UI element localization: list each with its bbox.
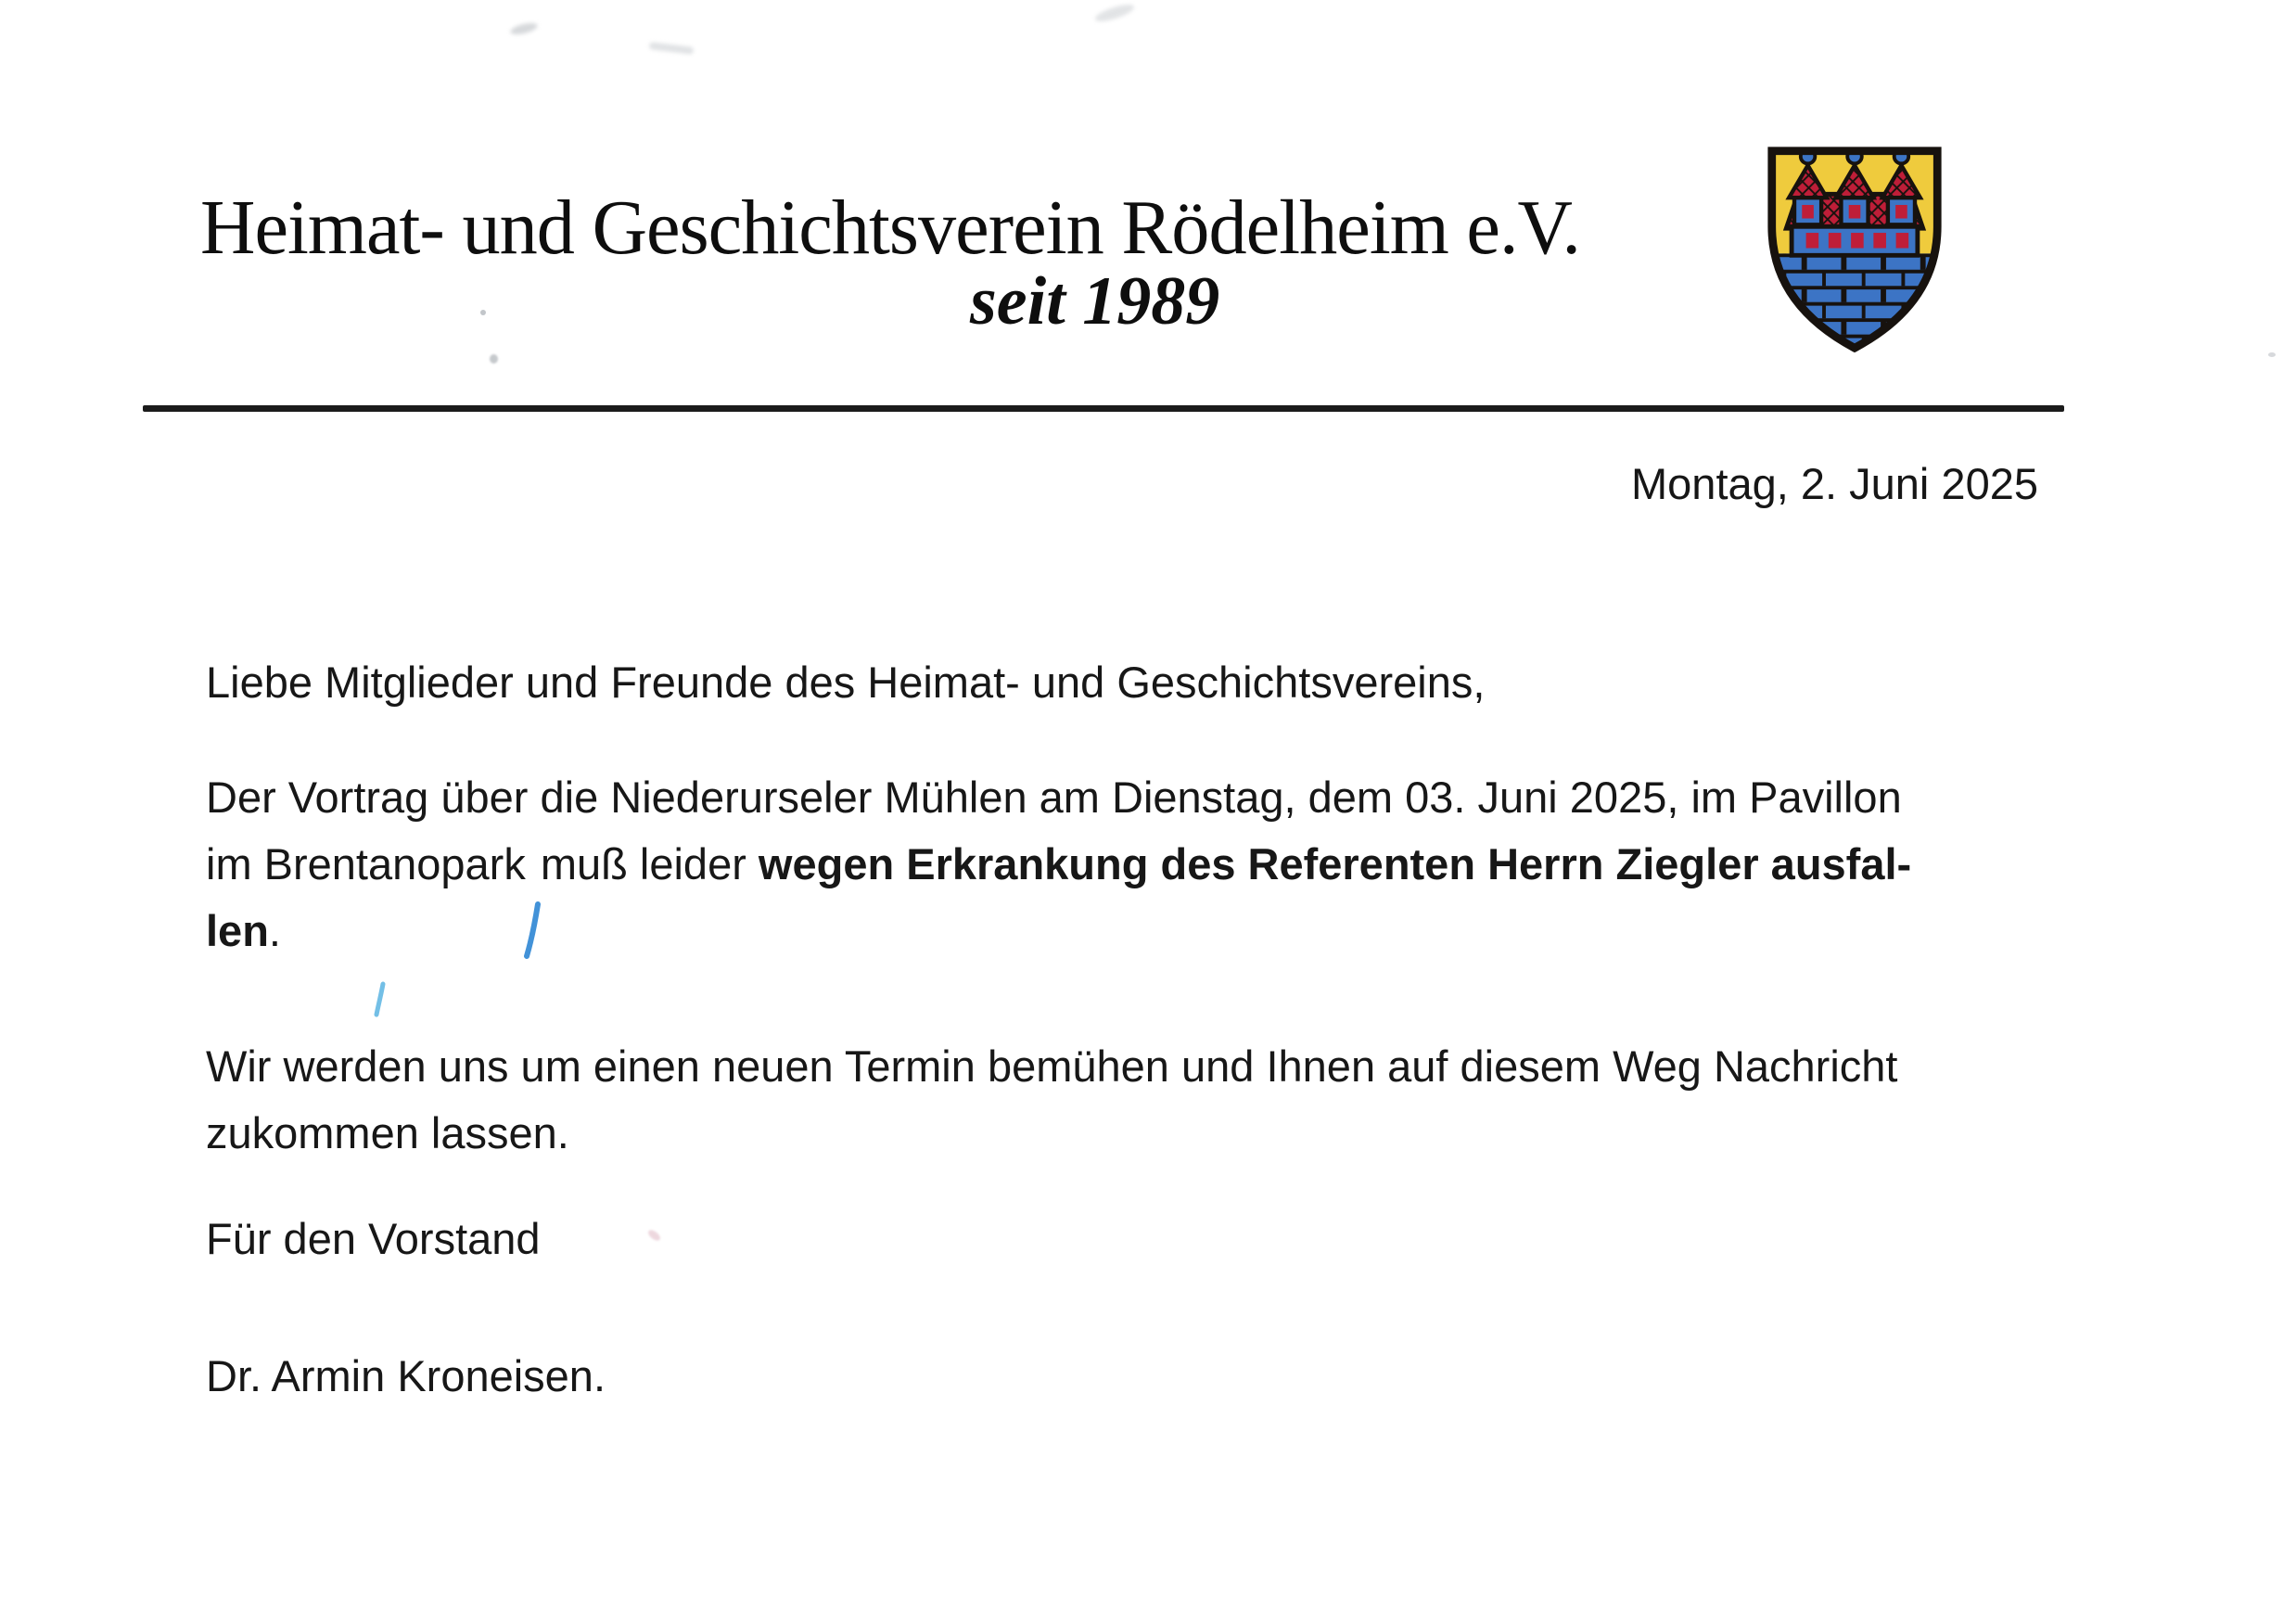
scan-artifact — [509, 21, 539, 37]
organization-subtitle: seit 1989 — [970, 263, 1220, 339]
cancellation-line-1-text: Der Vortrag über die Niederurseler Mühlen am Dienstag, dem 03. Juni 2025, im Pavillon — [206, 773, 1902, 822]
handwritten-comma-mark — [526, 870, 541, 879]
cancellation-line-2 — [206, 831, 1911, 898]
scan-artifact — [649, 42, 695, 55]
paragraph-followup — [206, 1033, 1897, 1167]
scan-artifact — [1093, 1, 1136, 24]
date-line: Montag, 2. Juni 2025 — [1631, 459, 2038, 508]
coat-of-arms-icon — [1765, 144, 1945, 355]
cancellation-line-2-regular: im Brentanopark — [206, 839, 526, 888]
cancellation-line-3-bold: len — [206, 906, 269, 955]
signature-line: Dr. Armin Kroneisen. — [206, 1351, 606, 1400]
scan-artifact — [646, 1228, 662, 1243]
scan-artifact — [2268, 352, 2276, 357]
scan-artifact — [480, 310, 486, 315]
followup-line-1: Wir werden uns um einen neuen Termin bemühen und Ihnen auf diesem Weg Nachricht — [206, 1041, 1898, 1091]
cancellation-line-2-regular-2: muß leider — [540, 839, 759, 888]
cancellation-line-1 — [206, 764, 1911, 831]
cancellation-line-3 — [206, 898, 1911, 965]
cancellation-line-2-bold: wegen Erkrankung des Referenten Herrn Ziegler ausfal- — [758, 839, 1912, 888]
cancellation-line-3-punct: . — [268, 906, 281, 955]
header-divider — [143, 405, 2064, 412]
followup-line-2: zukommen lassen. — [206, 1108, 569, 1157]
salutation: Liebe Mitglieder und Freunde des Heimat- und Geschichtsvereins, — [206, 658, 1486, 707]
closing-line: Für den Vorstand — [206, 1214, 541, 1263]
handwritten-tick-mark — [373, 981, 388, 1023]
organization-title: Heimat- und Geschichtsverein Rödelheim e.V. — [200, 185, 1581, 271]
scan-artifact — [490, 354, 498, 364]
paragraph-cancellation — [206, 764, 1911, 965]
